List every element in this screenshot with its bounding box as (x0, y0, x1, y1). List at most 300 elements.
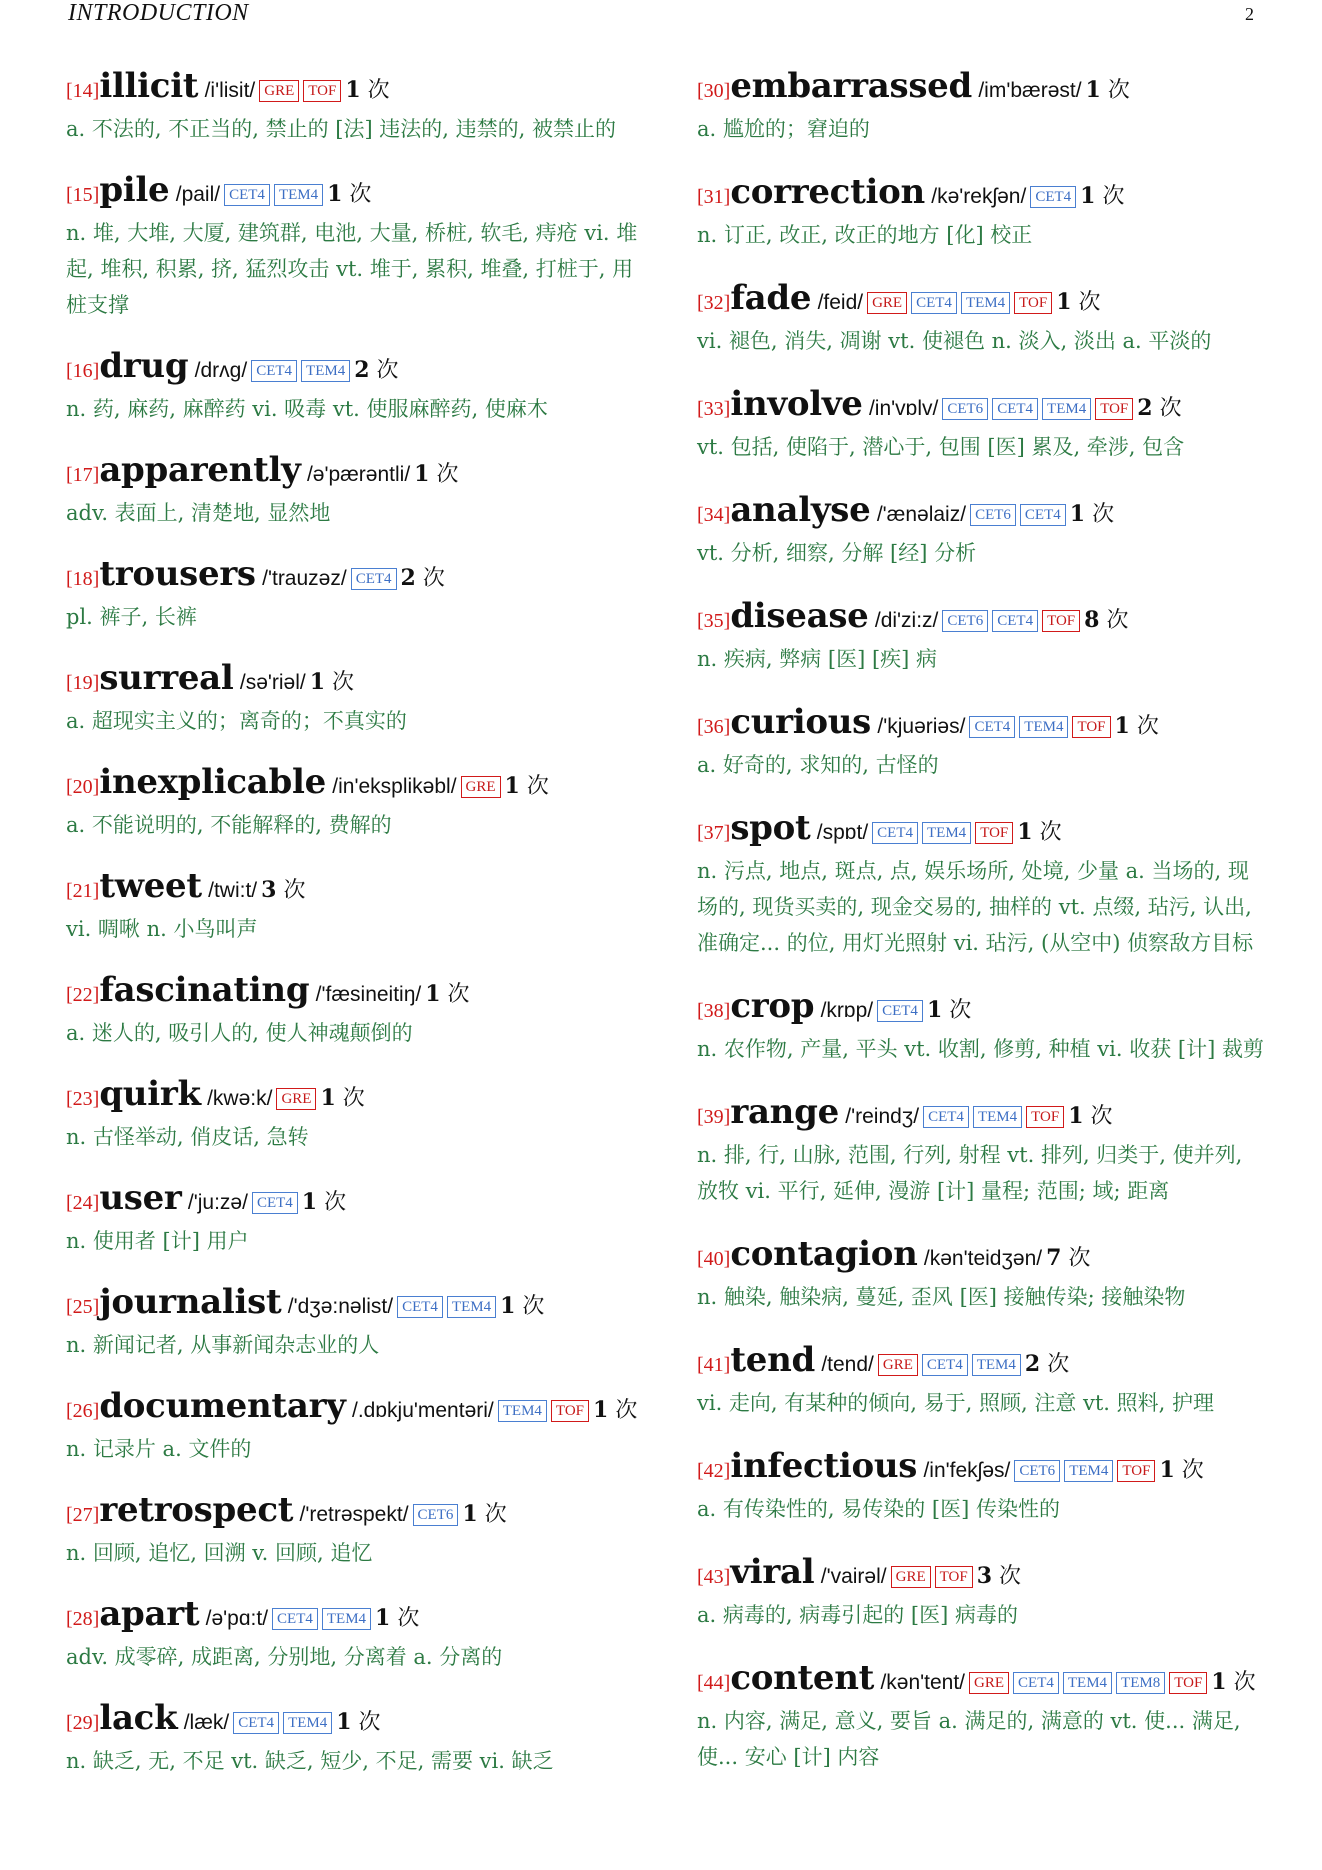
entry-number: [41] (697, 1354, 731, 1376)
entry-headline (66, 1282, 638, 1327)
entry-number: [29] (66, 1712, 100, 1734)
vocab-entry (697, 1340, 1269, 1421)
exam-tag: GRE (969, 1672, 1009, 1694)
frequency (327, 182, 371, 207)
entry-number: [22] (66, 984, 100, 1006)
headword: range (730, 1092, 839, 1132)
phonetic: /'ænəlaiz/ (876, 503, 967, 526)
definition: n. 使用者 [计] 用户 (66, 1229, 249, 1253)
exam-tag: CET4 (923, 1106, 969, 1128)
entry-headline (697, 172, 1269, 217)
exam-tag: GRE (259, 80, 299, 102)
entry-headline (697, 1340, 1269, 1385)
phonetic: /'retrəspekt/ (299, 1503, 409, 1526)
exam-tag: TOF (935, 1566, 973, 1588)
entry-number: [28] (66, 1608, 100, 1630)
entry-headline (697, 66, 1269, 111)
exam-tag: CET4 (272, 1608, 318, 1630)
entry-number: [20] (66, 776, 100, 798)
frequency-unit: 次 (324, 1190, 347, 1215)
exam-tag: CET6 (970, 504, 1016, 526)
definition: pl. 裤子, 长裤 (66, 605, 197, 629)
entry-headline (66, 450, 638, 495)
exam-tag: TOF (1095, 398, 1133, 420)
entry-headline (697, 490, 1269, 535)
entry-number: [21] (66, 880, 100, 902)
frequency-count: 1 (1114, 713, 1130, 739)
entry-headline (66, 1178, 638, 1223)
frequency-unit: 次 (522, 1294, 545, 1319)
entry-headline (66, 346, 638, 391)
vocab-entry (66, 66, 638, 147)
entry-headline (66, 1074, 638, 1119)
frequency (1080, 184, 1124, 209)
exam-tag: CET4 (992, 398, 1038, 420)
entry-headline (66, 1594, 638, 1639)
entry-headline (697, 384, 1269, 429)
entry-number: [25] (66, 1296, 100, 1318)
exam-tag: TEM4 (1019, 716, 1068, 738)
phonetic: /pail/ (175, 183, 221, 206)
vocab-entry (66, 1282, 638, 1363)
frequency-count: 2 (1024, 1351, 1041, 1377)
frequency-unit: 次 (447, 982, 470, 1007)
entry-number: [23] (66, 1088, 100, 1110)
exam-tag: GRE (461, 776, 501, 798)
headword: disease (730, 596, 869, 636)
frequency-count: 2 (400, 565, 416, 591)
headword: embarrassed (730, 66, 972, 106)
phonetic: /krɒp/ (820, 999, 874, 1022)
exam-tag: GRE (276, 1088, 316, 1110)
frequency-unit: 次 (1107, 78, 1130, 103)
frequency (1068, 1104, 1112, 1129)
exam-tag: CET4 (877, 1000, 923, 1022)
entry-number: [27] (66, 1504, 100, 1526)
exam-tag: TOF (1117, 1460, 1155, 1482)
headword: infectious (730, 1446, 918, 1486)
vocab-entry (697, 1092, 1269, 1209)
definition: a. 超现实主义的；离奇的；不真实的 (66, 709, 407, 733)
definition: n. 新闻记者, 从事新闻杂志业的人 (66, 1333, 380, 1357)
entry-number: [40] (697, 1248, 731, 1270)
definition: a. 不法的, 不正当的, 禁止的 [法] 违法的, 违禁的, 被禁止的 (66, 117, 617, 141)
vocab-entry (697, 702, 1269, 783)
entry-number: [44] (697, 1672, 731, 1694)
vocab-entry (697, 1552, 1269, 1633)
entry-headline (66, 658, 638, 703)
phonetic: /.dɒkju'mentəri/ (352, 1399, 494, 1422)
headword: user (99, 1178, 182, 1218)
exam-tag: CET4 (872, 822, 918, 844)
frequency (1070, 502, 1114, 527)
definition: n. 排, 行, 山脉, 范围, 行列, 射程 vt. 排列, 归类于, 使并列, 放牧 vi. 平行, 延伸, 漫游 [计] 量程; 范围; 域; 距离 (697, 1143, 1243, 1203)
vocab-entry (697, 66, 1269, 147)
exam-tag: CET4 (252, 1192, 298, 1214)
exam-tag: TEM4 (283, 1712, 332, 1734)
page-header (68, 0, 1254, 28)
frequency-unit: 次 (283, 878, 306, 903)
vocab-entry (697, 1658, 1269, 1775)
entry-number: [14] (66, 80, 100, 102)
exam-tag: TOF (1014, 292, 1052, 314)
vocab-entry (697, 808, 1269, 961)
frequency-count: 1 (462, 1501, 478, 1527)
frequency-count: 8 (1084, 607, 1100, 633)
entry-headline (66, 970, 638, 1015)
frequency-count: 1 (309, 669, 326, 695)
phonetic: /'ju:zə/ (187, 1191, 248, 1214)
frequency-unit: 次 (1106, 608, 1129, 633)
headword: surreal (99, 658, 234, 698)
headword: inexplicable (99, 762, 326, 802)
frequency-unit: 次 (1047, 1352, 1070, 1377)
definition: vt. 包括, 使陷于, 潜心于, 包围 [医] 累及, 牵涉, 包含 (697, 435, 1185, 459)
definition: a. 病毒的, 病毒引起的 [医] 病毒的 (697, 1603, 1018, 1627)
frequency-count: 7 (1046, 1245, 1062, 1271)
headword: fade (730, 278, 812, 318)
vocab-entry (66, 1074, 638, 1155)
entry-headline (66, 1490, 638, 1535)
entry-headline (66, 170, 638, 215)
chapter-title: INTRODUCTION (68, 0, 249, 26)
frequency-unit: 次 (1233, 1670, 1256, 1695)
headword: contagion (730, 1234, 918, 1274)
frequency-count: 1 (500, 1293, 516, 1319)
exam-tag: TEM4 (922, 822, 971, 844)
exam-tag: TOF (1169, 1672, 1207, 1694)
exam-tag: CET4 (351, 568, 397, 590)
entry-number: [19] (66, 672, 100, 694)
headword: involve (730, 384, 863, 424)
phonetic: /in'vɒlv/ (868, 397, 939, 420)
frequency-count: 2 (1137, 395, 1153, 421)
vocab-entry (697, 490, 1269, 571)
exam-tag: TEM4 (1063, 1672, 1112, 1694)
frequency (425, 982, 469, 1007)
exam-tag: CET4 (1013, 1672, 1059, 1694)
entry-number: [24] (66, 1192, 100, 1214)
entry-number: [37] (697, 822, 731, 844)
entry-headline (697, 986, 1269, 1031)
frequency (354, 358, 398, 383)
definition: n. 记录片 a. 文件的 (66, 1437, 252, 1461)
exam-tag: TEM4 (972, 1354, 1021, 1376)
exam-tag: TOF (1026, 1106, 1064, 1128)
frequency (500, 1294, 544, 1319)
vocab-entry (697, 1234, 1269, 1315)
frequency (1056, 290, 1100, 315)
frequency-count: 1 (1017, 819, 1033, 845)
exam-tag: TEM4 (973, 1106, 1022, 1128)
entry-number: [17] (66, 464, 100, 486)
frequency-unit: 次 (949, 998, 972, 1023)
definition: n. 订正, 改正, 改正的地方 [化] 校正 (697, 223, 1033, 247)
page-number: 2 (1245, 4, 1254, 24)
phonetic: /sə'riəl/ (239, 671, 306, 694)
definition: a. 迷人的, 吸引人的, 使人神魂颠倒的 (66, 1021, 413, 1045)
phonetic: /'vairəl/ (820, 1565, 887, 1588)
frequency (1137, 396, 1181, 421)
phonetic: /im'bærəst/ (978, 79, 1082, 102)
entry-headline (66, 1386, 638, 1431)
frequency-unit: 次 (422, 566, 445, 591)
vocab-entry (697, 1446, 1269, 1527)
definition: n. 农作物, 产量, 平头 vt. 收割, 修剪, 种植 vi. 收获 [计] 裁剪 (697, 1037, 1264, 1061)
entry-number: [39] (697, 1106, 731, 1128)
entry-number: [38] (697, 1000, 731, 1022)
frequency-count: 1 (1159, 1457, 1175, 1483)
headword: documentary (99, 1386, 346, 1426)
frequency-unit: 次 (1090, 1104, 1113, 1129)
headword: pile (99, 170, 170, 210)
entry-number: [30] (697, 80, 731, 102)
exam-tag: CET4 (992, 610, 1038, 632)
entry-headline (697, 1446, 1269, 1491)
exam-tag: TOF (975, 822, 1013, 844)
vocab-entry (66, 1698, 638, 1779)
frequency (1115, 714, 1159, 739)
exam-tag: CET6 (1014, 1460, 1060, 1482)
frequency (1084, 608, 1128, 633)
frequency-count: 1 (1211, 1669, 1227, 1695)
entry-headline (66, 66, 638, 111)
phonetic: /ə'pɑ:t/ (205, 1607, 269, 1630)
headword: content (730, 1658, 875, 1698)
entry-headline (697, 596, 1269, 641)
frequency-unit: 次 (358, 1710, 381, 1735)
phonetic: /'kjuəriəs/ (877, 715, 966, 738)
frequency-unit: 次 (397, 1606, 420, 1631)
definition: n. 回顾, 追忆, 回溯 v. 回顾, 追忆 (66, 1541, 373, 1565)
exam-tag: GRE (867, 292, 907, 314)
exam-tag: CET4 (922, 1354, 968, 1376)
frequency-count: 1 (926, 997, 943, 1023)
exam-tag: CET4 (1020, 504, 1066, 526)
entry-number: [43] (697, 1566, 731, 1588)
definition: a. 有传染性的, 易传染的 [医] 传染性的 (697, 1497, 1060, 1521)
frequency-count: 3 (976, 1563, 992, 1589)
frequency-count: 1 (504, 773, 520, 799)
exam-tag: CET4 (969, 716, 1015, 738)
entry-headline (697, 1658, 1269, 1703)
vocab-entry (66, 1594, 638, 1675)
exam-tag: CET4 (251, 360, 297, 382)
exam-tag: TEM4 (498, 1400, 547, 1422)
frequency-count: 2 (354, 357, 370, 383)
headword: curious (730, 702, 872, 742)
vocab-entry (66, 1386, 638, 1467)
entry-number: [15] (66, 184, 100, 206)
phonetic: /tend/ (821, 1353, 874, 1376)
exam-tag: CET4 (911, 292, 957, 314)
phonetic: /ə'pærəntli/ (306, 463, 411, 486)
exam-tag: TOF (1042, 610, 1080, 632)
phonetic: /kən'teidʒən/ (923, 1247, 1043, 1270)
entry-headline (697, 808, 1269, 853)
exam-tag: TEM4 (301, 360, 350, 382)
headword: fascinating (99, 970, 310, 1010)
headword: spot (730, 808, 811, 848)
exam-tag: GRE (878, 1354, 918, 1376)
frequency-unit: 次 (332, 670, 355, 695)
entry-headline (66, 554, 638, 599)
exam-tag: TOF (551, 1400, 589, 1422)
entry-number: [26] (66, 1400, 100, 1422)
exam-tag: CET4 (233, 1712, 279, 1734)
entry-number: [31] (697, 186, 731, 208)
frequency-count: 1 (1069, 501, 1086, 527)
vocab-entry (66, 346, 638, 427)
entry-headline (697, 702, 1269, 747)
frequency-unit: 次 (376, 358, 399, 383)
frequency (593, 1398, 637, 1423)
frequency (310, 670, 354, 695)
frequency-unit: 次 (1181, 1458, 1204, 1483)
frequency (977, 1564, 1021, 1589)
frequency (414, 462, 458, 487)
phonetic: /in'fekʃəs/ (923, 1459, 1011, 1482)
entry-headline (697, 1234, 1269, 1279)
headword: journalist (99, 1282, 282, 1322)
exam-tag: CET6 (942, 398, 988, 420)
definition: vi. 走向, 有某种的倾向, 易于, 照顾, 注意 vt. 照料, 护理 (697, 1391, 1215, 1415)
frequency (336, 1710, 380, 1735)
exam-tag: CET6 (942, 610, 988, 632)
entry-headline (66, 1698, 638, 1743)
frequency (1046, 1246, 1090, 1271)
entry-number: [42] (697, 1460, 731, 1482)
frequency (505, 774, 549, 799)
phonetic: /feid/ (817, 291, 864, 314)
entry-number: [16] (66, 360, 100, 382)
frequency-unit: 次 (367, 78, 390, 103)
frequency-unit: 次 (349, 182, 372, 207)
exam-tag: TEM4 (1042, 398, 1091, 420)
frequency-count: 1 (1056, 289, 1072, 315)
frequency-unit: 次 (1092, 502, 1115, 527)
entry-headline (66, 866, 638, 911)
frequency-count: 1 (336, 1709, 352, 1735)
frequency-count: 1 (1068, 1103, 1084, 1129)
frequency (320, 1086, 364, 1111)
exam-tag: TEM8 (1116, 1672, 1165, 1694)
phonetic: /in'eksplikəbl/ (332, 775, 457, 798)
frequency-count: 1 (414, 461, 430, 487)
frequency-count: 3 (261, 877, 277, 903)
headword: crop (730, 986, 815, 1026)
frequency-count: 1 (593, 1397, 609, 1423)
frequency-unit: 次 (1136, 714, 1159, 739)
headword: correction (730, 172, 925, 212)
phonetic: /'fæsineitiŋ/ (315, 983, 422, 1006)
exam-tag: TEM4 (322, 1608, 371, 1630)
frequency-unit: 次 (1102, 184, 1125, 209)
frequency-count: 1 (1080, 183, 1096, 209)
definition: adv. 表面上, 清楚地, 显然地 (66, 501, 331, 525)
headword: apart (99, 1594, 200, 1634)
right-column (697, 66, 1269, 1800)
vocab-entry (697, 172, 1269, 253)
vocab-entry (697, 986, 1269, 1067)
exam-tag: TEM4 (447, 1296, 496, 1318)
definition: n. 堆, 大堆, 大厦, 建筑群, 电池, 大量, 桥桩, 软毛, 痔疮 vi. 堆起, 堆积, 积累, 挤, 猛烈攻击 vt. 堆于, 累积, 堆叠, 打桩于, 用桩支撑 (66, 221, 638, 317)
definition: n. 内容, 满足, 意义, 要旨 a. 满足的, 满意的 vt. 使... 满足, 使... 安心 [计] 内容 (697, 1709, 1241, 1769)
headword: tweet (99, 866, 202, 906)
entry-number: [34] (697, 504, 731, 526)
vocab-entry (697, 596, 1269, 677)
headword: viral (730, 1552, 815, 1592)
vocab-entry (66, 970, 638, 1051)
phonetic: /kwə:k/ (207, 1087, 273, 1110)
headword: retrospect (99, 1490, 294, 1530)
vocab-entry (66, 866, 638, 947)
phonetic: /kə'rekʃən/ (931, 185, 1027, 208)
frequency-count: 1 (345, 77, 361, 103)
headword: trousers (99, 554, 256, 594)
frequency (375, 1606, 419, 1631)
vocab-entry (66, 170, 638, 323)
entry-number: [33] (697, 398, 731, 420)
definition: vi. 褪色, 消失, 凋谢 vt. 使褪色 n. 淡入, 淡出 a. 平淡的 (697, 329, 1212, 353)
frequency-unit: 次 (1159, 396, 1182, 421)
headword: quirk (99, 1074, 201, 1114)
frequency (1025, 1352, 1069, 1377)
frequency-unit: 次 (436, 462, 459, 487)
entry-headline (697, 1552, 1269, 1597)
headword: tend (730, 1340, 815, 1380)
vocab-entry (66, 450, 638, 531)
exam-tag: TOF (303, 80, 341, 102)
entry-number: [32] (697, 292, 731, 314)
frequency (462, 1502, 506, 1527)
definition: a. 好奇的, 求知的, 古怪的 (697, 753, 939, 777)
phonetic: /læk/ (183, 1711, 230, 1734)
frequency (302, 1190, 346, 1215)
headword: illicit (99, 66, 199, 106)
frequency (261, 878, 305, 903)
frequency (401, 566, 445, 591)
frequency-unit: 次 (1078, 290, 1101, 315)
frequency (1211, 1670, 1255, 1695)
frequency-unit: 次 (342, 1086, 365, 1111)
phonetic: /drʌg/ (194, 359, 248, 382)
frequency-count: 1 (425, 981, 441, 1007)
definition: a. 尴尬的；窘迫的 (697, 117, 870, 141)
phonetic: /i'lisit/ (204, 79, 256, 102)
definition: n. 污点, 地点, 斑点, 点, 娱乐场所, 处境, 少量 a. 当场的, 现场的, 现货买卖的, 现金交易的, 抽样的 vt. 点缀, 玷污, 认出, 准确定... 的位, 用灯光照射 vi. 玷污, (从空中) 侦察敌方目标 (697, 859, 1254, 955)
headword: lack (99, 1698, 178, 1738)
headword: analyse (730, 490, 871, 530)
frequency-count: 1 (327, 181, 343, 207)
exam-tag: TOF (1072, 716, 1110, 738)
frequency-unit: 次 (526, 774, 549, 799)
vocab-entry (697, 384, 1269, 465)
vocab-entry (66, 762, 638, 843)
headword: drug (99, 346, 189, 386)
frequency (927, 998, 971, 1023)
phonetic: /'trauzəz/ (262, 567, 347, 590)
definition: n. 触染, 触染病, 蔓延, 歪风 [医] 接触传染; 接触染物 (697, 1285, 1186, 1309)
vocab-entry (66, 658, 638, 739)
phonetic: /'reindʒ/ (845, 1105, 920, 1128)
definition: n. 缺乏, 无, 不足 vt. 缺乏, 短少, 不足, 需要 vi. 缺乏 (66, 1749, 554, 1773)
entry-headline (66, 762, 638, 807)
exam-tag: TEM4 (1064, 1460, 1113, 1482)
phonetic: /twi:t/ (208, 879, 258, 902)
frequency-unit: 次 (1068, 1246, 1091, 1271)
phonetic: /di'zi:z/ (874, 609, 939, 632)
